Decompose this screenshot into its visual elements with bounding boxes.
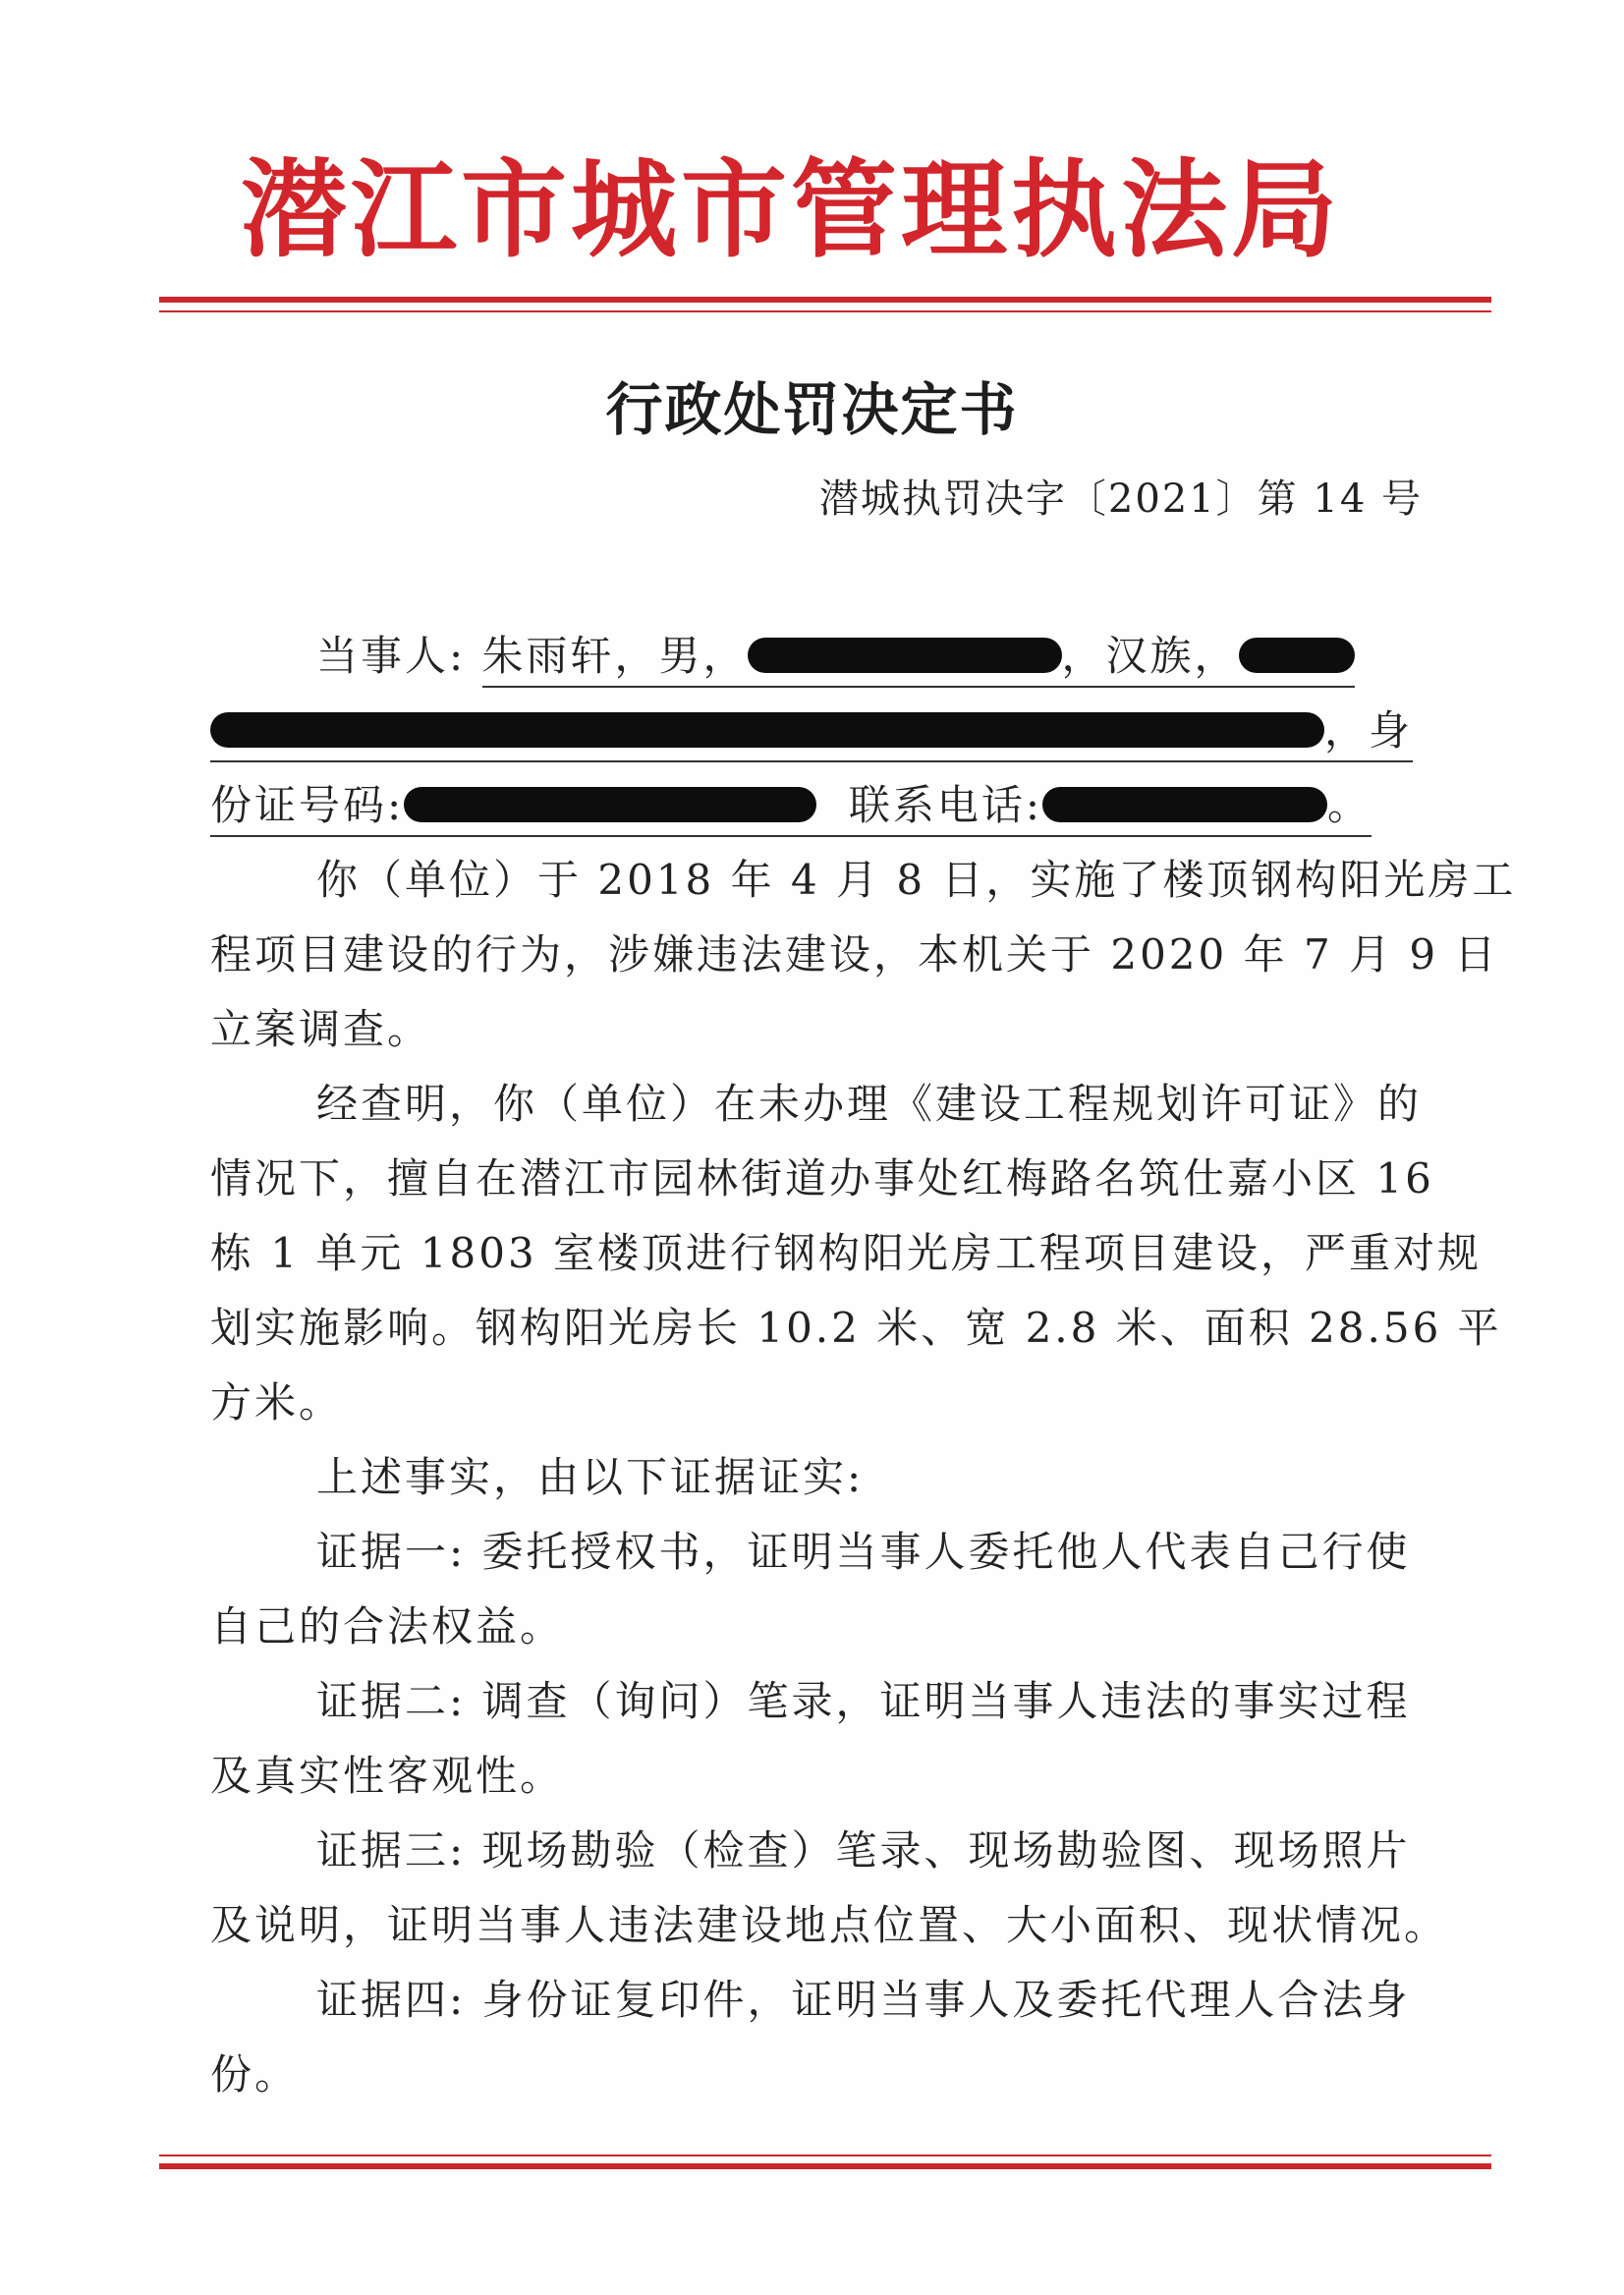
para1-line1: 你（单位）于 2018 年 4 月 8 日，实施了楼顶钢构阳光房工 <box>316 856 1517 904</box>
evidence3-line1: 证据三: 现场勘验（检查）笔录、现场勘验图、现场照片 <box>316 1826 1411 1875</box>
party-line-1 <box>226 619 1425 694</box>
party-line2-tail: ，身 <box>1324 706 1414 755</box>
party-line-3 <box>210 768 1425 843</box>
redaction-address-start <box>1239 638 1355 673</box>
party-end: 。 <box>1327 781 1372 829</box>
para1-line2: 程项目建设的行为，涉嫌违法建设，本机关于 2020 年 7 月 9 日 <box>210 930 1499 979</box>
evidence1-line1: 证据一: 委托授权书，证明当事人委托他人代表自己行使 <box>316 1528 1411 1576</box>
redaction-address <box>210 712 1324 748</box>
redaction-id-number <box>404 787 816 822</box>
para1-line3: 立案调查。 <box>210 1005 432 1053</box>
redaction-phone <box>1042 787 1327 822</box>
header-rule-thin <box>159 310 1491 312</box>
evidence-intro: 上述事实，由以下证据证实: <box>316 1453 865 1501</box>
evidence1-line2: 自己的合法权益。 <box>210 1602 565 1651</box>
party-contact-underlined <box>210 776 1372 837</box>
para2-line1: 经查明，你（单位）在未办理《建设工程规划许可证》的 <box>316 1080 1423 1128</box>
document-number: 潜城执罚决字〔2021〕第 14 号 <box>818 476 1423 522</box>
party-ethnicity: ，汉族， <box>1061 632 1239 680</box>
party-line-2 <box>210 694 1425 768</box>
para2-line3: 栋 1 单元 1803 室楼顶进行钢构阳光房工程项目建设，严重对规 <box>210 1229 1483 1277</box>
evidence4-line2: 份。 <box>210 2050 300 2099</box>
phone-label: 联系电话: <box>848 781 1043 829</box>
para2-line4: 划实施影响。钢构阳光房长 10.2 米、宽 2.8 米、面积 28.56 平 <box>210 1304 1502 1352</box>
document-title: 行政处罚决定书 <box>605 376 1019 443</box>
agency-masthead: 潜江市城市管理执法局 <box>240 149 1341 272</box>
id-number-label: 份证号码: <box>210 781 405 829</box>
redaction-birthdate <box>748 638 1062 673</box>
footer-rule-thin <box>159 2155 1491 2156</box>
party-info-underlined <box>482 627 1355 688</box>
party-address-underlined <box>210 701 1413 762</box>
footer-rule-thick <box>159 2163 1491 2169</box>
para2-line2: 情况下，擅自在潜江市园林街道办事处红梅路名筑仕嘉小区 16 <box>210 1154 1434 1203</box>
header-rule-thick <box>159 297 1491 303</box>
evidence2-line2: 及真实性客观性。 <box>210 1752 565 1800</box>
evidence3-line2: 及说明，证明当事人违法建设地点位置、大小面积、现状情况。 <box>210 1901 1449 1949</box>
para2-line5: 方米。 <box>210 1378 344 1427</box>
evidence2-line1: 证据二: 调查（询问）笔录，证明当事人违法的事实过程 <box>316 1677 1411 1725</box>
evidence4-line1: 证据四: 身份证复印件，证明当事人及委托代理人合法身 <box>316 1976 1411 2024</box>
party-label: 当事人: <box>316 632 467 680</box>
document-body <box>210 619 1517 2112</box>
party-name-gender: 朱雨轩，男， <box>481 632 748 680</box>
